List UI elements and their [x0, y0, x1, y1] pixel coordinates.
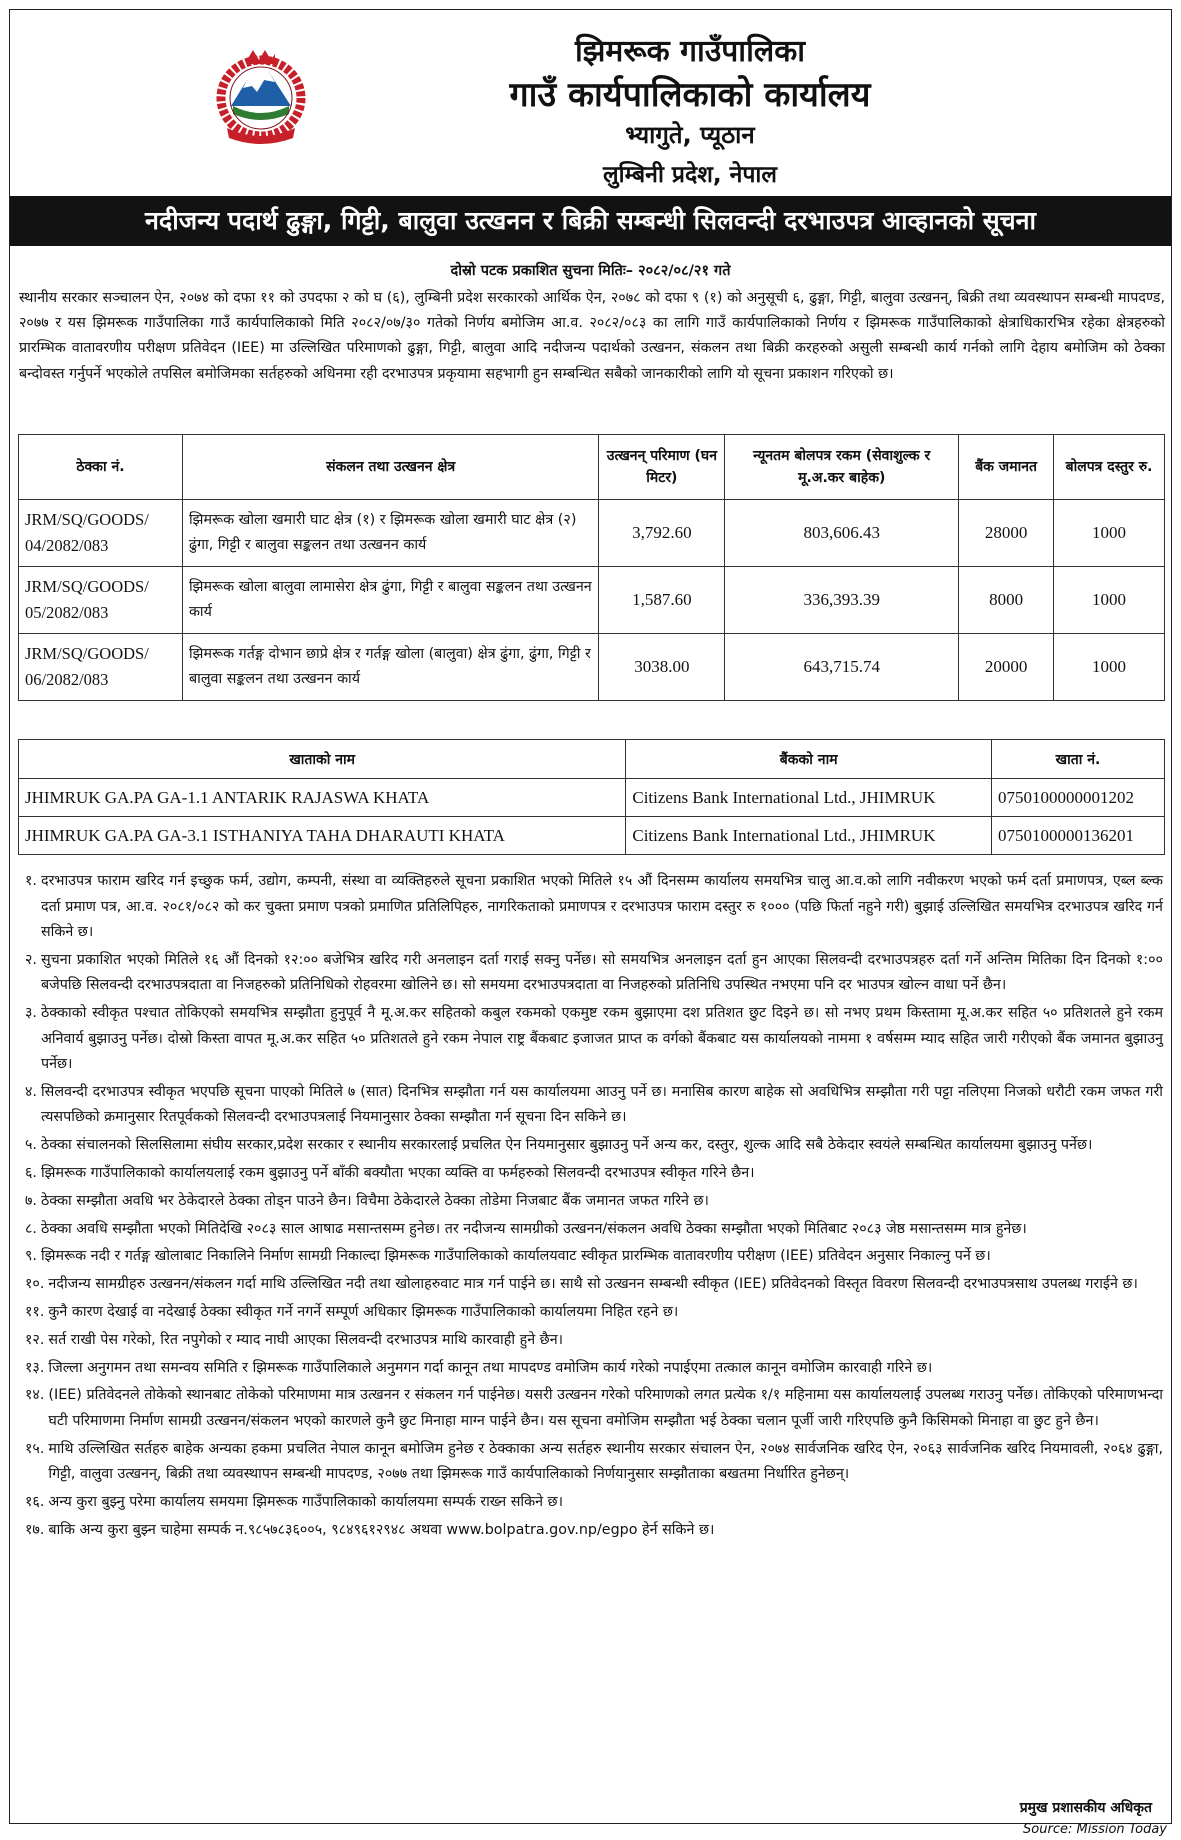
quantity: 3038.00: [599, 634, 725, 701]
list-item: [25, 948, 1163, 999]
table-row: [19, 634, 1165, 701]
tender-header-row: [19, 435, 1165, 500]
rule-text: सुचना प्रकाशित भएको मितिले १६ औं दिनको १२:०० बजेभित्र खरिद गरी अनलाइन दर्ता गराई सक्नु पर्नेछ। सो समयभित्र अनलाइन दर्ता हुन आएका सिलवन्दी दरभाउपत्रहरु दर्ता गर्ने अन्तिम मितिका दिन दिनको १:०० बजेपछि सिलवन्दी दरभाउपत्रदाता वा निजहरुको प्रतिनिधिको रोहवरमा खोलिने छ। सो समयमा दरभाउपत्रदाता वा निजहरुको प्रतिनिधि उपस्थित नभएमा पनि दर भाउपत्र खोल्न वाधा पर्ने छैन।: [40, 951, 1163, 994]
list-item: [25, 1001, 1163, 1078]
bank-guarantee: 8000: [959, 567, 1054, 634]
rule-number: ११.: [25, 1303, 45, 1320]
bank-name: Citizens Bank International Ltd., JHIMRUK: [626, 817, 992, 855]
account-no: 0750100000136201: [992, 817, 1165, 855]
rule-text: दरभाउपत्र फाराम खरिद गर्न इच्छुक फर्म, उद्योग, कम्पनी, संस्था वा व्यक्तिहरुले सूचना प्रकाशित भएको मितिले १५ औं दिनसम्म कार्यालय समयभित्र चालु आ.व.को लागि नवीकरण भएको फर्म दर्ता प्रमाणपत्र, एब्ल ब्ल्क दर्ता प्रमाण पत्र, आ.व. २०८१/०८२ को कर चुक्ता प्रमाण पत्रको प्रमाणित प्रतिलिपिहरु, नागरिकताको प्रमाणपत्र र दरभाउपत्र फाराम दस्तुर रु १००० (पछि फिर्ता नहुने गरी) बुझाई उल्लिखित समयभित्र दरभाउपत्र खरिद गर्न सकिने छ।: [40, 873, 1163, 940]
col-account-no: खाता नं.: [992, 740, 1165, 779]
office-province: लुम्बिनी प्रदेश, नेपाल: [603, 162, 777, 188]
contract-no: JRM/SQ/GOODS/ 05/2082/083: [19, 567, 183, 634]
table-row: [19, 779, 1165, 817]
rule-text: सर्त राखी पेस गरेको, रित नपुगेको र म्याद नाघी आएका सिलवन्दी दरभाउपत्र माथि कारवाही हुने छैन।: [48, 1331, 564, 1348]
list-item: [25, 1328, 1163, 1354]
tender-table: [18, 434, 1165, 701]
fee: 1000: [1054, 500, 1165, 567]
quantity: 1,587.60: [599, 567, 725, 634]
source-credit: Source: Mission Today: [1023, 1822, 1167, 1837]
rule-number: १५.: [25, 1440, 45, 1457]
col-min-bid: न्यूनतम बोलपत्र रकम (सेवाशुल्क र मू.अ.कर बाहेक): [725, 435, 959, 500]
rule-text: ठेक्काको स्वीकृत पश्चात तोकिएको समयभित्र सम्झौता हुनुपूर्व नै मू.अ.कर सहितको कबुल रकमको एकमुष्ट रकम बुझाएमा दश प्रतिशत छुट दिइने छ। सो नभए प्रथम किस्तामा मू.अ.कर सहित ५० प्रतिशतले हुने रकम अनिवार्य बुझाउनु पर्नेछ। दोस्रो किस्ता वापत मू.अ.कर सहित ५० प्रतिशतले हुने रकम नेपाल राष्ट्र बैंकबाट इजाजत प्राप्त क वर्गको बैंकबाट यस कार्यालयको नाममा १ वर्षसम्म म्याद सहित जारी गरीएको बैंक जमानत बुझाउनु पर्नेछ।: [40, 1005, 1163, 1073]
rule-text: सिलवन्दी दरभाउपत्र स्वीकृत भएपछि सूचना पाएको मितिले ७ (सात) दिनभित्र सम्झौता गर्न यस कार्यालयमा आउनु पर्ने छ। मनासिब कारण बाहेक सो अवधिभित्र सम्झौता गरी पट्टा नलिएमा निजको धरौटी रकम जफत गरी त्यसपछिको क्रमानुसार रितपूर्वकको सिलवन्दी दरभाउपत्रलाई नियमानुसार ठेक्का सम्झौता गर्न सूचना दिन सकिने छ।: [40, 1083, 1163, 1126]
nepal-emblem-icon: [207, 46, 315, 146]
account-name: JHIMRUK GA.PA GA-1.1 ANTARIK RAJASWA KHATA: [19, 779, 626, 817]
table-row: [19, 500, 1165, 567]
table-row: [19, 817, 1165, 855]
contract-no: JRM/SQ/GOODS/ 04/2082/083: [19, 500, 183, 567]
min-bid: 643,715.74: [725, 634, 959, 701]
list-item: [25, 1518, 1163, 1544]
min-bid: 803,606.43: [725, 500, 959, 567]
rule-text: बाकि अन्य कुरा बुझ्न चाहेमा सम्पर्क न.९८५७८३६००५, ९८४९६१२९४८ अथवा www.bolpatra.gov.np/egpo हेर्न सकिने छ।: [48, 1521, 715, 1538]
col-fee: बोलपत्र दस्तुर रु.: [1054, 435, 1165, 500]
list-item: [25, 1383, 1163, 1434]
rule-text: माथि उल्लिखित सर्तहरु बाहेक अन्यका हकमा प्रचलित नेपाल कानून बमोजिम हुनेछ र ठेक्काका अन्य सर्तहरु स्थानीय सरकार संचालन ऐन, २०७४ सार्वजनिक खरिद ऐन, २०६३ सार्वजनिक खरिद नियमावली, २०६४ ढुङ्गा, गिट्टी, वालुवा उत्खनन्, बिक्री तथा व्यवस्थापन सम्बन्धी मापदण्ड, २०७७ तथा झिमरूक गाउँ कार्यपालिकाको निर्णयानुसार सम्झौताका बखतमा निर्धारित हुनेछन्।: [48, 1440, 1163, 1483]
bank-guarantee: 20000: [959, 634, 1054, 701]
rule-number: १४.: [25, 1387, 45, 1404]
contract-no: JRM/SQ/GOODS/ 06/2082/083: [19, 634, 183, 701]
office-location: भ्यागुते, प्यूठान: [625, 121, 755, 149]
published-date: दोस्रो पटक प्रकाशित सुचना मितिः– २०८२/०८/२१ गते: [450, 263, 731, 279]
rule-number: १३.: [25, 1359, 45, 1376]
quantity: 3,792.60: [599, 500, 725, 567]
list-item: [25, 869, 1163, 946]
col-quantity: उत्खनन् परिमाण (घन मिटर): [599, 435, 725, 500]
area: झिमरूक खोला बालुवा लामासेरा क्षेत्र ढुंगा, गिट्टी र बालुवा सङ्कलन तथा उत्खनन कार्य: [182, 567, 598, 634]
list-item: [25, 1244, 1163, 1270]
list-item: [25, 1161, 1163, 1187]
rule-number: १.: [25, 873, 37, 889]
list-item: [25, 1356, 1163, 1382]
list-item: [25, 1189, 1163, 1215]
rule-number: ८.: [25, 1220, 37, 1237]
account-no: 0750100000001202: [992, 779, 1165, 817]
account-header-row: [19, 740, 1165, 779]
bank-name: Citizens Bank International Ltd., JHIMRUK: [626, 779, 992, 817]
list-item: [25, 1300, 1163, 1326]
area: झिमरूक गर्तङ्ग दोभान छाप्रे क्षेत्र र गर्तङ्ग खोला (बालुवा) क्षेत्र ढुंगा, ढुंगा, गिट्टी र बालुवा सङ्कलन तथा उत्खनन कार्य: [182, 634, 598, 701]
office-name: गाउँ कार्यपालिकाको कार्यालय: [509, 75, 871, 115]
list-item: [25, 1490, 1163, 1516]
rule-text: झिमरूक गाउँपालिकाको कार्यालयलाई रकम बुझाउनु पर्ने बाँकी बक्यौता भएका व्यक्ति वा फर्महरुको सिलवन्दी दरभाउपत्र स्वीकृत गरिने छैन।: [40, 1164, 755, 1181]
list-item: [25, 1217, 1163, 1243]
list-item: [25, 1437, 1163, 1488]
account-name: JHIMRUK GA.PA GA-3.1 ISTHANIYA TAHA DHARAUTI KHATA: [19, 817, 626, 855]
municipality-name: झिमरूक गाउँपालिका: [574, 34, 805, 69]
rule-text: ठेक्का सम्झौता अवधि भर ठेकेदारले ठेक्का तोड्न पाउने छैन। विचैमा ठेकेदारले ठेक्का तोडेमा निजबाट बैंक जमानत जफत गरिने छ।: [40, 1192, 709, 1209]
rule-text: ठेक्का अवधि सम्झौता भएको मितिदेखि २०८३ साल आषाढ मसान्तसम्म हुनेछ। तर नदीजन्य सामग्रीको उत्खनन/संकलन अवधि ठेक्का सम्झौता भएको मितिबाट २०८३ जेष्ठ मसान्तसम्म मात्र हुनेछ।: [40, 1220, 1027, 1237]
rule-text: कुनै कारण देखाई वा नदेखाई ठेक्का स्वीकृत गर्ने नगर्ने सम्पूर्ण अधिकार झिमरूक गाउँपालिकाको कार्यालयमा निहित रहने छ।: [48, 1303, 679, 1320]
min-bid: 336,393.39: [725, 567, 959, 634]
area: झिमरूक खोला खमारी घाट क्षेत्र (१) र झिमरूक खोला खमारी घाट क्षेत्र (२) ढुंगा, गिट्टी र बालुवा सङ्कलन तथा उत्खनन कार्य: [182, 500, 598, 567]
fee: 1000: [1054, 567, 1165, 634]
rule-text: ठेक्का संचालनको सिलसिलामा संघीय सरकार,प्रदेश सरकार र स्थानीय सरकारलाई प्रचलित ऐन नियमानुसार बुझाउनु पर्ने अन्य कर, दस्तुर, शुल्क आदि सबै ठेकेदार स्वयंले सम्बन्धित कार्यालयमा बुझाउनु पर्नेछ।: [40, 1137, 1093, 1154]
rule-text: नदीजन्य सामग्रीहरु उत्खनन/संकलन गर्दा माथि उल्लिखित नदी तथा खोलाहरुवाट मात्र गर्न पाईने छ। साथै सो उत्खनन सम्बन्धी स्वीकृत (IEE) प्रतिवेदनको विस्तृत विवरण सिलवन्दी दरभाउपत्रसाथ उपलब्ध गराईने छ।: [48, 1276, 1138, 1293]
notice-sheet: [9, 9, 1172, 1824]
rule-number: १६.: [25, 1493, 45, 1510]
rule-number: ९.: [25, 1248, 37, 1265]
rule-text: जिल्ला अनुगमन तथा समन्वय समिति र झिमरूक गाउँपालिकाले अनुमगन गर्दा कानून तथा मापदण्ड वमोजिम कार्य गरेको नपाईएमा तत्काल कानून वमोजिम कारवाही गरिने छ।: [48, 1359, 933, 1376]
bank-guarantee: 28000: [959, 500, 1054, 567]
col-area: संकलन तथा उत्खनन क्षेत्र: [182, 435, 598, 500]
intro-paragraph: स्थानीय सरकार सञ्चालन ऐन, २०७४ को दफा ११ को उपदफा २ को घ (६), लुम्बिनी प्रदेश सरकारको आर्थिक ऐन, २०७८ को दफा ९ (१) को अनुसूची ६, ढुङ्गा, गिट्टी, बालुवा उत्खनन्, बिक्री तथा व्यवस्थापन सम्बन्धी मापदण्ड, २०७७ र यस झिमरूक गाउँपालिका गाउँ कार्यपालिकाको मिति २०८२/०७/३० गतेको निर्णय बमोजिम आ.व. २०८२/०८३ का लागि गाउँ कार्यपालिकाको निर्णय र झिमरूक गाउँपालिकाको क्षेत्राधिकारभित्र रहेका क्षेत्रहरुको प्रारम्भिक वातावरणीय परीक्षण प्रतिवेदन (IEE) मा उल्लिखित परिमाणको ढुङ्गा, गिट्टी, बालुवा आदि नदीजन्य पदार्थको उत्खनन, संकलन तथा बिक्री करहरुको असुली सम्बन्धी कार्य गर्नको लागि देहाय बमोजिम को ठेक्का बन्दोवस्त गर्नुपर्ने भएकोले तपसिल बमोजिमका सर्तहरुको अधिनमा रही दरभाउपत्र प्रकृयामा सहभागी हुन सम्बन्धित सबैको जानकारीको लागि यो सूचना प्रकाशन गरिएको छ।: [19, 290, 1165, 382]
list-item: [25, 1272, 1163, 1298]
col-bank-name: बैंकको नाम: [626, 740, 992, 779]
terms-list: [25, 869, 1163, 1546]
rule-number: १०.: [25, 1276, 45, 1293]
signatory: प्रमुख प्रशासकीय अधिकृत: [1019, 1800, 1152, 1816]
rule-number: ७.: [25, 1192, 37, 1209]
account-table: [18, 739, 1165, 855]
rule-number: १२.: [25, 1331, 45, 1348]
rule-number: ६.: [25, 1164, 37, 1181]
list-item: [25, 1080, 1163, 1131]
rule-text: (IEE) प्रतिवेदनले तोकेको स्थानबाट तोकेको परिमाणमा मात्र उत्खनन र संकलन गर्न पाईनेछ। यसरी उत्खनन गरेको परिमाणको लगत प्रत्येक १/१ महिनामा यस कार्यालयलाई उपलब्ध गराउनु पर्नेछ। तोकिएको परिमाणभन्दा घटी परिमाणमा निर्माण सामग्री उत्खनन/संकलन भएको कारणले कुनै छुट मिनाहा माग्न पाईने छैन। यस सूचना वमोजिम सम्झौता भई ठेक्का चलान पूर्जी जारी गरिएपछि कुनै किसिमको मिनाहा वा छुट हुने छैन।: [48, 1387, 1163, 1429]
col-contract-no: ठेक्का नं.: [19, 435, 183, 500]
list-item: [25, 1133, 1163, 1159]
table-row: [19, 567, 1165, 634]
rule-number: ५.: [25, 1137, 37, 1154]
rule-number: १७.: [25, 1521, 45, 1538]
rule-number: ३.: [25, 1005, 37, 1022]
col-bank-guarantee: बैंक जमानत: [959, 435, 1054, 500]
rule-text: झिमरूक नदी र गर्तङ्ग खोलाबाट निकालिने निर्माण सामग्री निकाल्दा झिमरूक गाउँपालिकाको कार्यालयवाट स्वीकृत प्रारम्भिक वातावरणीय परीक्षण (IEE) प्रतिवेदन अनुसार निकाल्नु पर्ने छ।: [40, 1248, 991, 1265]
col-account-name: खाताको नाम: [19, 740, 626, 779]
notice-title: नदीजन्य पदार्थ ढुङ्गा, गिट्टी, बालुवा उत्खनन र बिक्री सम्बन्धी सिलवन्दी दरभाउपत्र आव्हानको सूचना: [10, 196, 1171, 246]
rule-number: २.: [25, 951, 37, 968]
rule-number: ४.: [25, 1083, 37, 1100]
rule-text: अन्य कुरा बुझ्नु परेमा कार्यालय समयमा झिमरूक गाउँपालिकाको कार्यालयमा सम्पर्क राख्न सकिने छ।: [48, 1493, 563, 1510]
fee: 1000: [1054, 634, 1165, 701]
